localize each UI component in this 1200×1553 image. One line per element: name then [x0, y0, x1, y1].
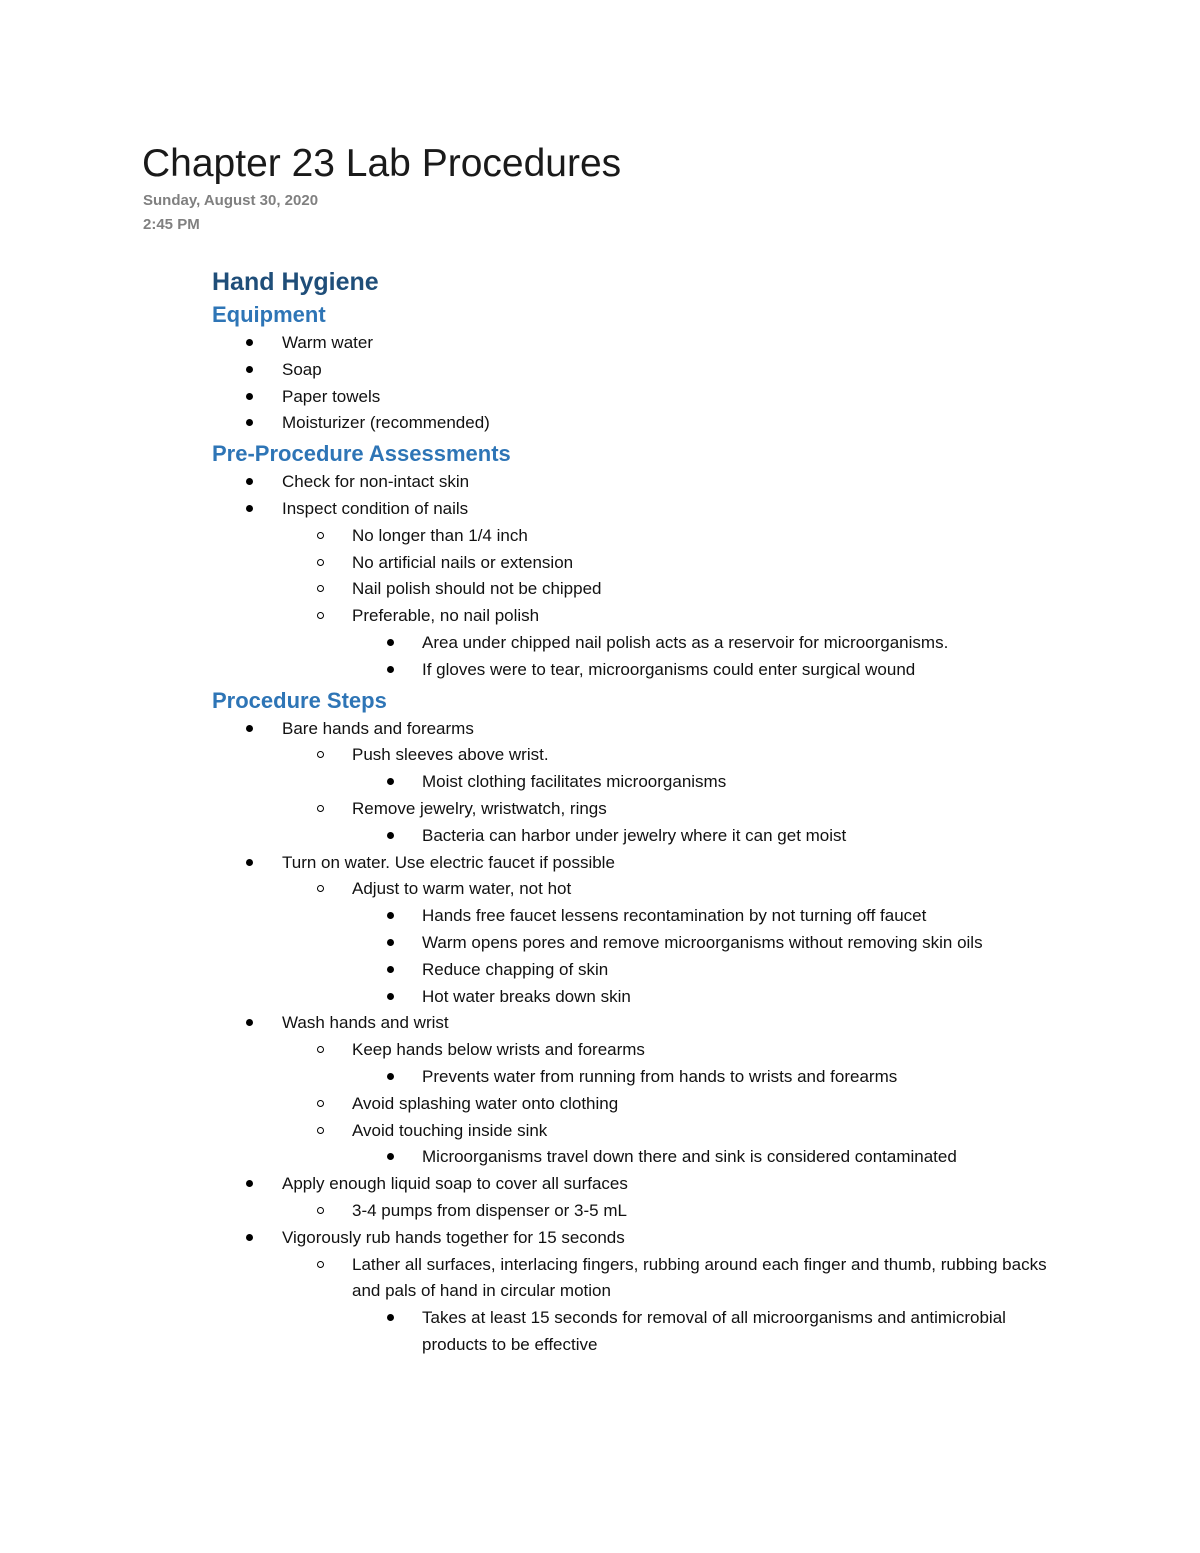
list-item-text: Check for non-intact skin [282, 472, 470, 492]
bullet-icon [387, 1073, 394, 1080]
hollow-bullet-icon [317, 585, 324, 592]
list-item-text: Bare hands and forearms [282, 718, 474, 738]
list-item-text: Push sleeves above wrist. [352, 745, 549, 765]
list-item-text: Bacteria can harbor under jewelry where it can get moist [422, 825, 847, 845]
note-time: 2:45 PM [143, 216, 200, 233]
list-item [212, 957, 1072, 984]
list-item-text: Microorganisms travel down there and sink is considered contaminated [422, 1147, 957, 1167]
list-item [212, 716, 1072, 850]
list-item [212, 984, 1072, 1011]
bullet-list-level-3 [212, 1144, 1072, 1171]
list-item [212, 523, 1072, 550]
bullet-list-level-3 [212, 903, 1072, 1010]
list-item-text: Prevents water from running from hands to wrists and forearms [422, 1066, 898, 1086]
bullet-list-level-3 [212, 823, 1072, 850]
hollow-bullet-icon [317, 1261, 324, 1268]
bullet-icon [246, 393, 253, 400]
list-item-text: Avoid splashing water onto clothing [352, 1093, 619, 1113]
note-date: Sunday, August 30, 2020 [143, 192, 319, 209]
bullet-icon [246, 505, 253, 512]
list-item [212, 1198, 1072, 1225]
bullet-icon [246, 419, 253, 426]
list-item [212, 1225, 1072, 1359]
list-item [212, 930, 1072, 957]
list-item-text: Keep hands below wrists and forearms [352, 1040, 645, 1060]
hollow-bullet-icon [317, 805, 324, 812]
list-item-text: Avoid touching inside sink [352, 1120, 548, 1140]
list-item [212, 742, 1072, 796]
hollow-bullet-icon [317, 1046, 324, 1053]
procedure-steps-list [212, 716, 1072, 1359]
list-item [212, 1064, 1072, 1091]
list-item-text: Moist clothing facilitates microorganisms [422, 772, 727, 792]
list-item-text: Soap [282, 359, 322, 379]
list-item [212, 876, 1072, 1010]
bullet-list-level-1 [212, 716, 1072, 1359]
list-item [212, 384, 1072, 411]
bullet-icon [387, 639, 394, 646]
list-item [212, 603, 1072, 683]
bullet-list-level-2 [212, 523, 1072, 684]
list-item [212, 630, 1072, 657]
list-item-text: Paper towels [282, 386, 381, 406]
list-item [212, 850, 1072, 1011]
list-item [212, 1010, 1072, 1171]
list-item [212, 1144, 1072, 1171]
list-item-text: Remove jewelry, wristwatch, rings [352, 798, 607, 818]
list-item [212, 1171, 1072, 1225]
bullet-icon [246, 725, 253, 732]
subsection-title-assessments: Pre-Procedure Assessments [212, 441, 511, 467]
list-item [212, 1305, 1072, 1359]
hollow-bullet-icon [317, 559, 324, 566]
list-item [212, 576, 1072, 603]
list-item-text: Lather all surfaces, interlacing fingers, rubbing around each finger and thumb, rubbing backs and pals of hand in circular motion [352, 1254, 1047, 1301]
bullet-icon [387, 832, 394, 839]
list-item-text: Adjust to warm water, not hot [352, 879, 572, 899]
bullet-icon [246, 366, 253, 373]
bullet-icon [246, 1180, 253, 1187]
bullet-icon [387, 966, 394, 973]
list-item [212, 657, 1072, 684]
section-title-hand-hygiene: Hand Hygiene [212, 268, 379, 296]
list-item [212, 1037, 1072, 1091]
bullet-icon [387, 912, 394, 919]
bullet-list-level-2 [212, 742, 1072, 849]
list-item-text: Preferable, no nail polish [352, 606, 540, 626]
list-item-text: 3-4 pumps from dispenser or 3-5 mL [352, 1200, 627, 1220]
list-item [212, 410, 1072, 437]
list-item-text: If gloves were to tear, microorganisms could enter surgical wound [422, 659, 916, 679]
list-item-text: Vigorously rub hands together for 15 seconds [282, 1227, 625, 1247]
hollow-bullet-icon [317, 751, 324, 758]
list-item-text: Warm opens pores and remove microorganisms without removing skin oils [422, 932, 983, 952]
bullet-icon [246, 1019, 253, 1026]
subsection-title-equipment: Equipment [212, 302, 326, 327]
list-item-text: Inspect condition of nails [282, 498, 469, 518]
list-item-text: Takes at least 15 seconds for removal of all microorganisms and antimicrobial products to be effective [422, 1308, 1006, 1354]
list-item [212, 796, 1072, 850]
list-item [212, 496, 1072, 684]
list-item-text: Wash hands and wrist [282, 1013, 449, 1033]
note-content [212, 264, 1072, 1359]
list-item-text: Apply enough liquid soap to cover all surfaces [282, 1174, 628, 1194]
assessments-list [212, 469, 1072, 683]
list-item-text: Moisturizer (recommended) [282, 413, 490, 433]
bullet-icon [387, 1314, 394, 1321]
bullet-list-level-3 [212, 1305, 1072, 1359]
hollow-bullet-icon [317, 1100, 324, 1107]
bullet-list-level-3 [212, 630, 1072, 684]
bullet-icon [246, 1234, 253, 1241]
bullet-icon [387, 939, 394, 946]
list-item [212, 357, 1072, 384]
list-item [212, 1118, 1072, 1172]
list-item [212, 823, 1072, 850]
hollow-bullet-icon [317, 612, 324, 619]
bullet-icon [387, 778, 394, 785]
bullet-icon [387, 1153, 394, 1160]
bullet-list-level-1 [212, 330, 1072, 437]
bullet-list-level-3 [212, 769, 1072, 796]
list-item-text: Hands free faucet lessens recontamination by not turning off faucet [422, 906, 927, 926]
bullet-icon [246, 859, 253, 866]
hollow-bullet-icon [317, 1127, 324, 1134]
bullet-list-level-2 [212, 1252, 1072, 1359]
bullet-icon [246, 478, 253, 485]
list-item-text: Nail polish should not be chipped [352, 579, 602, 599]
page-title: Chapter 23 Lab Procedures [142, 142, 622, 185]
bullet-list-level-1 [212, 469, 1072, 683]
bullet-icon [387, 993, 394, 1000]
list-item-text: Reduce chapping of skin [422, 959, 609, 979]
subsection-title-procedure-steps: Procedure Steps [212, 687, 387, 713]
bullet-list-level-2 [212, 1037, 1072, 1171]
bullet-list-level-2 [212, 1198, 1072, 1225]
list-item-text: No longer than 1/4 inch [352, 525, 528, 545]
hollow-bullet-icon [317, 885, 324, 892]
list-item [212, 769, 1072, 796]
bullet-icon [387, 666, 394, 673]
list-item [212, 330, 1072, 357]
list-item-text: No artificial nails or extension [352, 552, 574, 572]
list-item [212, 469, 1072, 496]
list-item [212, 903, 1072, 930]
list-item [212, 550, 1072, 577]
hollow-bullet-icon [317, 1207, 324, 1214]
bullet-list-level-3 [212, 1064, 1072, 1091]
bullet-list-level-2 [212, 876, 1072, 1010]
hollow-bullet-icon [317, 532, 324, 539]
bullet-icon [246, 339, 253, 346]
list-item-text: Warm water [282, 333, 373, 352]
list-item-text: Turn on water. Use electric faucet if possible [282, 852, 615, 872]
list-item-text: Area under chipped nail polish acts as a reservoir for microorganisms. [422, 632, 949, 652]
list-item-text: Hot water breaks down skin [422, 986, 631, 1006]
equipment-list [212, 330, 1072, 437]
list-item [212, 1252, 1072, 1359]
list-item [212, 1091, 1072, 1118]
